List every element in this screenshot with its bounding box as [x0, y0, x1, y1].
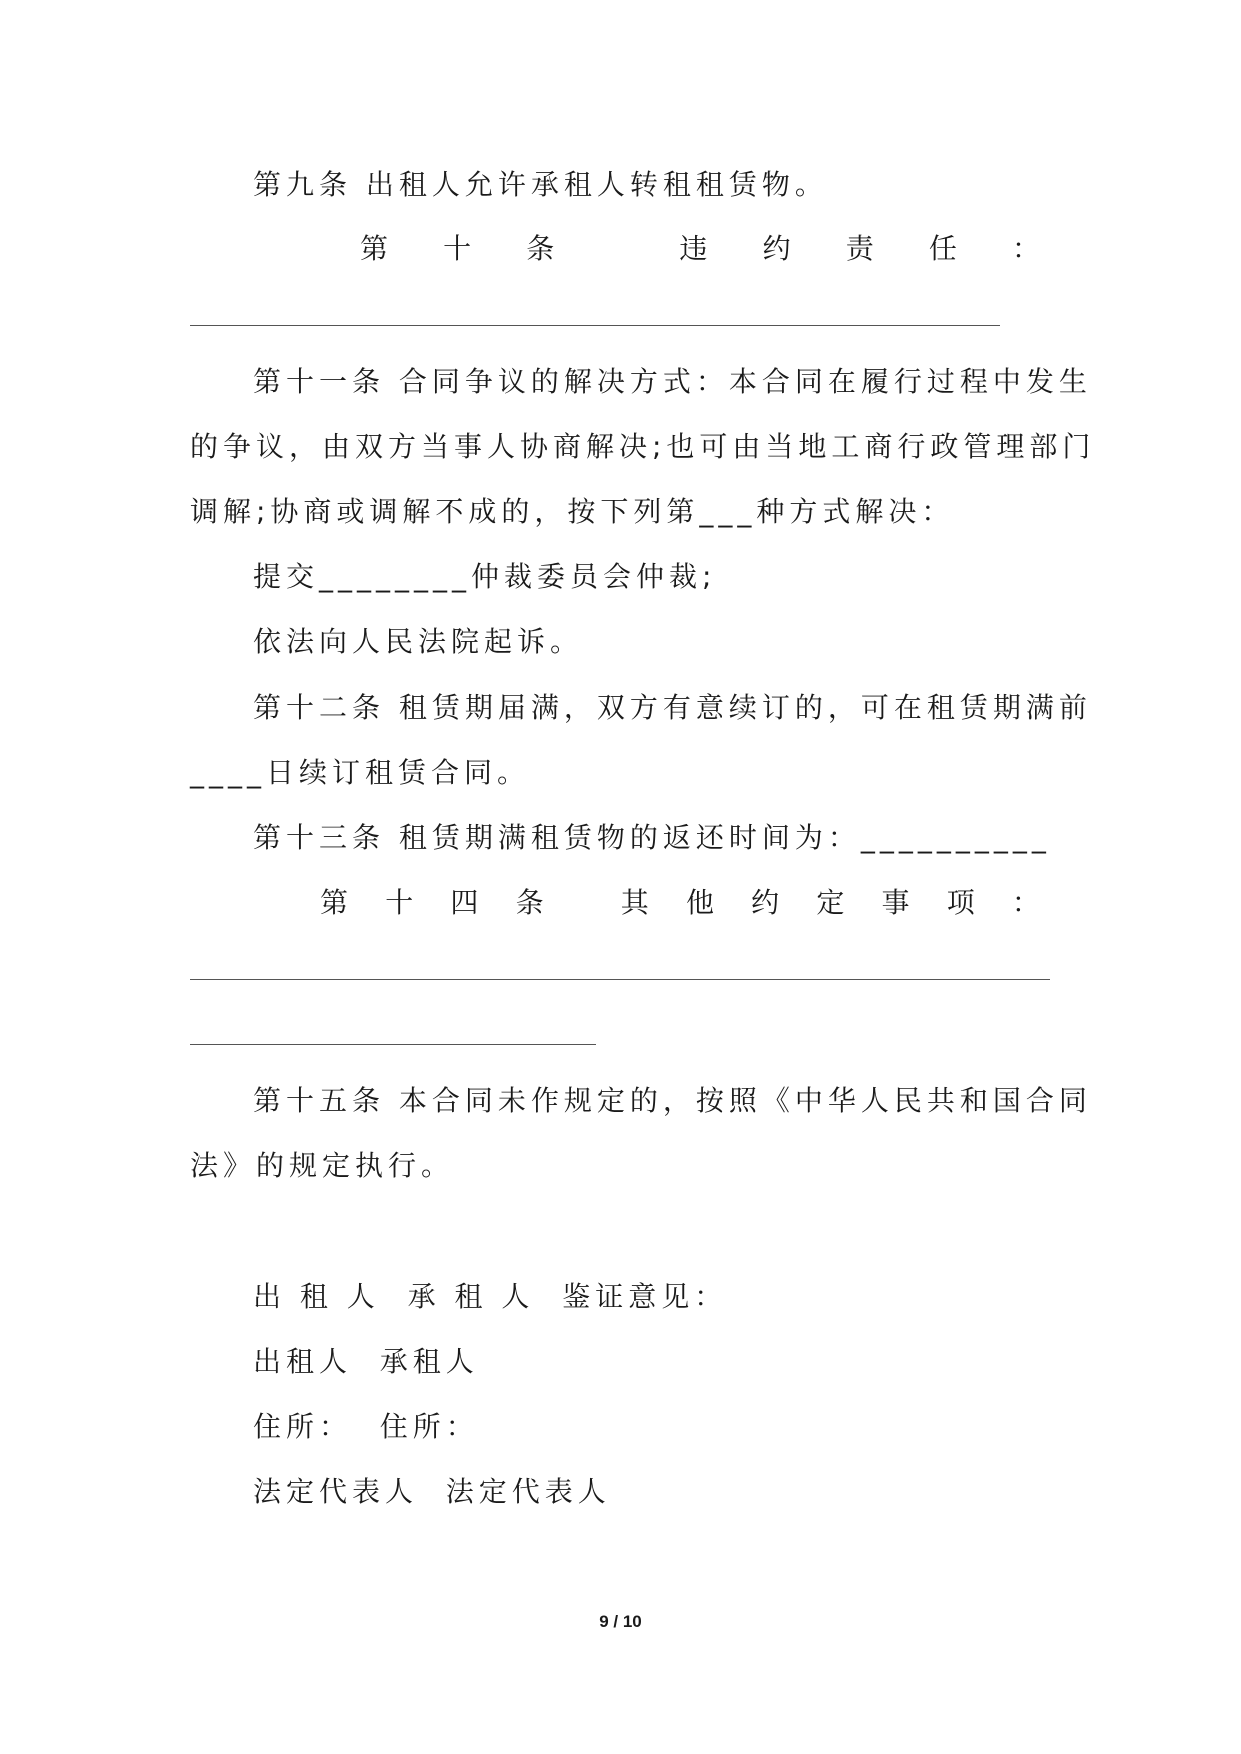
art10-char-5: 责	[845, 232, 874, 265]
option-litigation: 依法向人民法院起诉。	[253, 625, 584, 658]
art14-char-6: 约	[751, 886, 780, 919]
signature-row-parties: 出 租 人 承 租 人 鉴证意见：	[253, 1280, 728, 1313]
signature-row-representative: 法定代表人 法定代表人	[253, 1475, 611, 1508]
article-14-heading	[320, 883, 1040, 923]
article-10-heading	[360, 229, 1040, 269]
art14-char-8: 事	[881, 886, 910, 919]
art10-char-3: 违	[679, 232, 708, 265]
signature-row-names: 出租人 承租人	[253, 1345, 479, 1378]
art10-char-0: 第	[360, 232, 389, 265]
signature-row-address: 住所： 住所：	[253, 1410, 479, 1443]
art10-char-6: 任	[928, 232, 957, 265]
art10-char-7: ：	[1011, 232, 1040, 265]
art14-char-7: 定	[816, 886, 845, 919]
art14-char-10: ：	[1011, 886, 1040, 919]
art10-char-4: 约	[762, 232, 791, 265]
art14-char-1: 十	[385, 886, 414, 919]
art10-char-1: 十	[443, 232, 472, 265]
article-13: 第十三条 租赁期满租赁物的返还时间为：__________	[253, 821, 1051, 854]
art14-char-5: 他	[685, 886, 714, 919]
article-11-line1: 第十一条 合同争议的解决方式：本合同在履行过程中发生	[253, 365, 1092, 398]
art14-char-0: 第	[320, 886, 349, 919]
art10-char-2: 条	[526, 232, 555, 265]
art14-char-9: 项	[946, 886, 975, 919]
article-9: 第九条 出租人允许承租人转租租赁物。	[253, 168, 828, 201]
art14-char-3: 条	[515, 886, 544, 919]
article-10-blank-line	[190, 325, 1000, 326]
option-arbitration: 提交________仲裁委员会仲裁;	[253, 560, 717, 593]
art14-char-4: 其	[620, 886, 649, 919]
article-11-line3: 调解;协商或调解不成的，按下列第___种方式解决：	[190, 495, 955, 528]
article-12-line2: ____日续订租赁合同。	[190, 756, 531, 789]
article-14-blank-line-2	[190, 1044, 596, 1045]
article-15-line2: 法》的规定执行。	[190, 1149, 455, 1182]
article-12-line1: 第十二条 租赁期届满，双方有意续订的，可在租赁期满前	[253, 691, 1092, 724]
article-14-blank-line-1	[190, 979, 1050, 980]
article-15-line1: 第十五条 本合同未作规定的，按照《中华人民共和国合同	[253, 1084, 1092, 1117]
article-11-line2: 的争议，由双方当事人协商解决;也可由当地工商行政管理部门	[190, 430, 1096, 463]
art14-char-2: 四	[450, 886, 479, 919]
page-number: 9 / 10	[599, 1612, 642, 1631]
